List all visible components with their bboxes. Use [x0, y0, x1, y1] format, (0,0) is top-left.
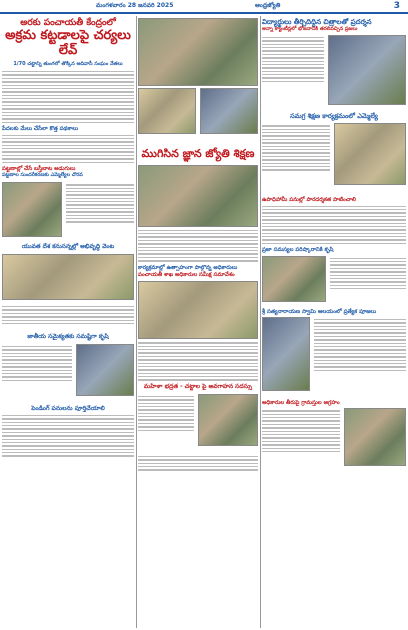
right-story2-body	[262, 123, 330, 172]
lead-photo-3	[200, 88, 258, 134]
right-story5-body	[314, 317, 406, 373]
story4-headline: పట్టణాల సుందరీకరణకు ఎమ్మెల్యేల చొరవ	[2, 172, 83, 179]
story7-body	[2, 415, 134, 457]
right-story4-body	[330, 256, 406, 292]
paper-name: ఆంధ్రజ్యోతి	[255, 2, 281, 9]
story4-body	[66, 182, 134, 225]
middle-story2-headline: కార్యక్రమాల్లో ఉత్సాహంగా పాల్గొన్న అధికారులు	[138, 264, 238, 271]
awareness-photo	[198, 394, 258, 446]
right-story4-photo	[262, 256, 326, 302]
story6-headline: జాతీయ సమైక్యతకు సమష్టిగా కృషి	[27, 333, 109, 340]
story2-headline: పేదలకు మేలు చేసేలా కొత్త పథకాలు	[2, 126, 79, 133]
issue-date: మంగళవారం 28 జనవరి 2025	[96, 2, 174, 9]
column-middle	[138, 16, 258, 630]
right-body	[262, 35, 324, 84]
middle-story4-body	[138, 394, 194, 433]
story5-body	[2, 304, 134, 326]
temple-photo	[262, 317, 310, 391]
story2-body	[2, 135, 134, 164]
middle-story4-headline: మహిళా భద్రత - చట్టాల పై అవగాహన సదస్సు	[143, 382, 253, 390]
lead-photo-1	[138, 18, 258, 86]
column-divider	[136, 16, 137, 628]
middle-story3-body	[138, 342, 258, 381]
story-kicker: అరకు పంచాయతీ కేంద్రంలో	[20, 18, 116, 28]
middle-headline: ముగిసిన జ్ఞాన జ్యోతి శిక్షణ	[141, 147, 255, 160]
story-subhead: 1/70 చట్టాన్ని తుంగలో తొక్కిన ఆదివాసీ సంఘం నేతలు	[13, 61, 123, 68]
right-story4-headline: ప్రజా సమస్యల పరిష్కారానికి కృషి	[262, 247, 334, 254]
meeting-photo	[138, 281, 258, 339]
right-story3-headline: ఉపాధిహామీ పనుల్లో పారదర్శకత పాటించాలి	[262, 197, 356, 204]
middle-story3-headline: పంచాయతీ శాఖ అధికారుల సమీక్ష సమావేశం	[138, 271, 235, 278]
right-story5-headline: శ్రీ సత్యనారాయణ స్వామి ఆలయంలో ప్రత్యేక పూజలు	[262, 308, 377, 315]
right-story6-headline: అధికారుల తీరుపై గ్రామస్తుల ఆగ్రహం	[262, 399, 340, 406]
right-story3-body	[262, 206, 406, 245]
middle-tail-body	[138, 456, 258, 471]
story6-photo	[76, 344, 134, 396]
group-photo	[2, 254, 134, 300]
middle-body	[138, 230, 258, 262]
right-story6-body	[262, 408, 340, 454]
right-story2-photo	[334, 123, 406, 185]
lead-photo-2	[138, 88, 196, 134]
story-photo	[2, 182, 62, 237]
column-divider-2	[260, 16, 261, 628]
page-header	[0, 0, 408, 14]
right-photo	[328, 35, 406, 105]
story5-headline: యువత దేశ కనుసన్నల్లో అభివృద్ధి వెంట	[21, 243, 115, 251]
column-right	[262, 16, 406, 630]
page-number: 3	[393, 1, 400, 11]
right-headline: విద్యార్థులు తీర్చిదిద్దిన చిత్రాలతో ప్రదర్శన	[262, 18, 372, 26]
right-story6-photo	[344, 408, 406, 466]
story3-headline: పట్టణాల్లో చేసే బస్తీబాట అడుగులు	[2, 166, 76, 173]
right-story2-headline: సమగ్ర శిక్షణ కార్యక్రమంలో ఎమ్మెల్యే	[290, 111, 378, 120]
story-headline: అక్రమ కట్టడాలపై చర్యలు లేవ్	[5, 28, 131, 59]
column-left	[2, 16, 134, 630]
training-photo	[138, 165, 258, 227]
story6-body	[2, 344, 72, 383]
story-body	[2, 71, 134, 123]
story7-headline: పెండింగ్ పనులను పూర్తిచేయాలి	[31, 404, 105, 412]
right-subhead: అన్నా క్యాంటీన్లలో భోజనానికి తరలివచ్చిన ప్రజలు	[262, 26, 358, 33]
